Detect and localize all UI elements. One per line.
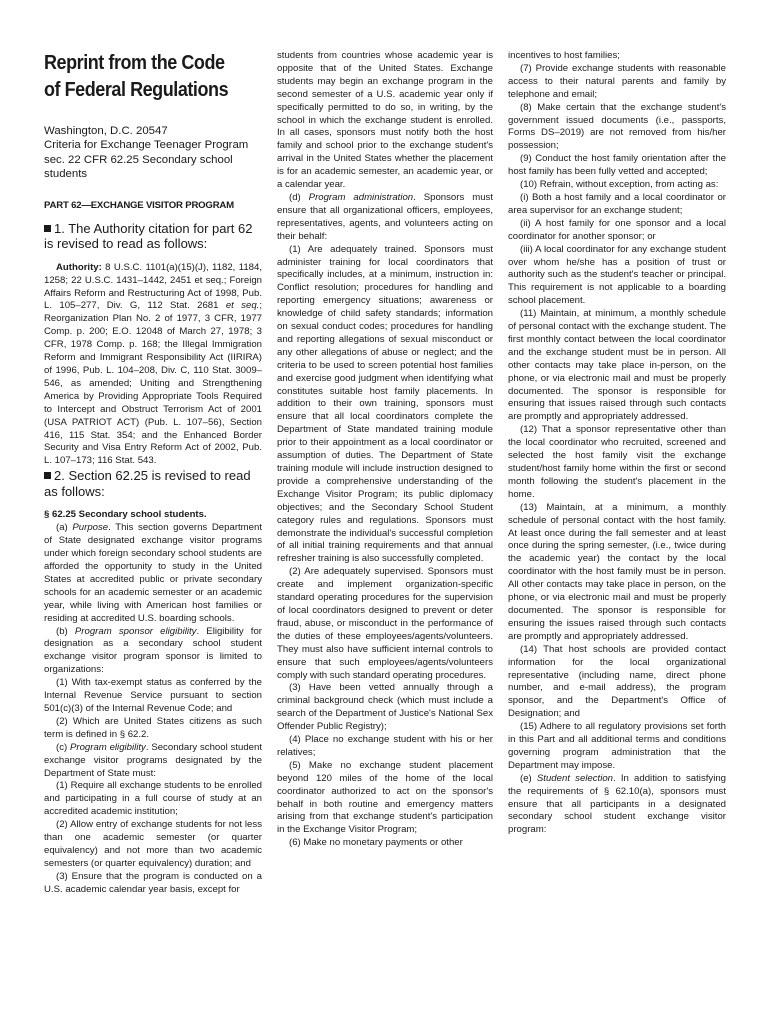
square-bullet-icon: [44, 472, 51, 479]
column-3: [508, 50, 726, 837]
paragraph-b: (b) Program sponsor eligibility. Eligibility for designation as a secondary school student exchange visitor program sponsor is limited to organizations:: [44, 625, 262, 676]
paragraph-d3: (3) Have been vetted annually through a criminal background check (which must include a search of the Department of Justice's National Sex Offender Public Registry);: [277, 682, 493, 733]
square-bullet-icon: [44, 225, 51, 232]
paragraph-c: (c) Program eligibility. Secondary school student exchange visitor programs designated by the Department of State must:: [44, 741, 263, 779]
paragraph-e: (e) Student selection. In addition to satisfying the requirements of § 62.10(a), sponsors must ensure that all participants in a designated secondary school student exchange visitor program:: [508, 772, 726, 836]
paragraph-d7: (7) Provide exchange students with reasonable access to their natural parents and family by telephone and email;: [508, 62, 726, 100]
paragraph-d14: (14) That host schools are provided contact information for the local organizational representative (including name, direct phone number, and e-mail address), the program sponsor, and the Department's Office of Designation; and: [508, 643, 726, 720]
paragraph-d9: (9) Conduct the host family orientation after the host family has been fully vetted and accepted;: [508, 153, 726, 178]
paragraph-d12: (12) That a sponsor representative other than the local coordinator who recruited, screened and selected the host family visit the exchange student/host family home within the first or second month following the student's placement in the home.: [508, 424, 726, 500]
section-ref-cont: students: [44, 168, 88, 181]
paragraph-d2: (2) Are adequately supervised. Sponsors must create and implement organization-specific standard operating procedures for the supervision of local coordinators designed to prevent or deter fraud, abuse, or misconduct in the performance of the duties of these employees/agents/volunteers. They must also have sufficient internal controls to ensure that such employees/agents/volunteers comply with such standard operating procedures.: [277, 566, 493, 681]
column-2: [277, 50, 493, 850]
paragraph-d5: (5) Make no exchange student placement beyond 120 miles of the home of the local coordinator authorized to act on the sponsor's behalf in both routine and emergency matters arising from that exchange student's participation in the Exchange Visitor Program;: [277, 759, 493, 836]
document-title: Reprint from the Code of Federal Regulations: [44, 52, 229, 101]
paragraph-a: (a) Purpose. This section governs Department of State designated exchange visitor programs under which foreign secondary school students are afforded the opportunity to study in the United States at accredited public or private secondary schools for an academic semester or an academic year, while living with American host families or residing at accredited U.S. boarding schools.: [44, 522, 263, 624]
section-title: § 62.25 Secondary school students.: [44, 509, 207, 521]
paragraph-c1: (1) Require all exchange students to be enrolled and participating in a full course of study at an accredited academic institution;: [44, 780, 262, 818]
location: Washington, D.C. 20547: [44, 125, 168, 137]
paragraph-d10iii: (iii) A local coordinator for any exchange student over whom he/she has a position of trust or authority such as the student's teacher or principal. This requirement is not applicable to a boarding school placement.: [508, 243, 726, 307]
paragraph-d: (d) Program administration. Sponsors must ensure that all organizational officers, employees, representatives, agents, and volunteers acting on their behalf:: [277, 191, 493, 242]
authority-citation: Authority: 8 U.S.C. 1101(a)(15)(J), 1182, 1184, 1258; 22 U.S.C. 1431–1442, 2451 et seq.; Foreign Affairs Reform and Restructuring Act of 1998, Pub. L. 105–277, Div. G, 112 Stat. 2681 et seq.; Reorganization Plan No. 2 of 1977, 3 CFR, 1977 Comp. p. 200; E.O. 12048 of March 27, 1978; 3 CFR, 1978 Comp. p. 168; the Illegal Immigration Reform and Immigrant Responsibility Act (IIRIRA) of 1996, Pub. L. 104–208, Div. C, 110 Stat. 3009–546, as amended; Uniting and Strengthening America by Providing Appropriate Tools Required to Intercept and Obstruct Terrorism Act of 2001 (USA PATRIOT ACT) (Pub. L. 107–56), Section 416, 115 Stat. 354; and the Enhanced Border Security and Visa Entry Reform Act of 2002, Pub. L. 107–173; 116 Stat. 543.: [44, 261, 262, 467]
paragraph-d6: (6) Make no monetary payments or other: [289, 837, 463, 849]
paragraph-d4: (4) Place no exchange student with his or her relatives;: [277, 734, 493, 758]
column-1: [44, 50, 262, 897]
paragraph-d1: (1) Are adequately trained. Sponsors must administer training for local coordinators that specifically includes, at a minimum, instruction in: Conflict resolution; procedures for handling and reporting emergency situations; awareness or knowledge of child safety standards; information on sexual conduct codes; procedures for handling and reporting allegations of sexual misconduct or any other allegations of abuse or neglect; and the criteria to be used to screen potential host families and exercise good judgment when identifying what constitutes suitable host family placements. In addition to their own training, sponsors must ensure that all local coordinators complete the Department of State mandated training module prior to their appointment as a local coordinator or assumption of duties. The Department of State training module will include instruction designed to provide a comprehensive understanding of the Exchange Visitor Program; its public diplomacy objectives; and the Secondary School Student category rules and regulations. Sponsors must demonstrate the individual's successful completion of all initial training requirements and that annual refresher training is also successfully completed.: [277, 243, 493, 565]
document-meta: [44, 124, 262, 182]
paragraph-d10: (10) Refrain, without exception, from acting as:: [520, 179, 719, 191]
paragraph-d10ii: (ii) A host family for one sponsor and a local coordinator for another sponsor; or: [508, 217, 726, 242]
amendment-1-heading: 1. The Authority citation for part 62 is revised to read as follows:: [44, 220, 253, 252]
section-ref: sec. 22 CFR 62.25 Secondary school: [44, 153, 233, 166]
amendment-2-heading: 2. Section 62.25 is revised to read as follows:: [44, 468, 251, 499]
criteria: Criteria for Exchange Teenager Program: [44, 139, 249, 152]
paragraph-c3: (3) Ensure that the program is conducted on a U.S. academic calendar year basis, except for: [44, 870, 262, 895]
paragraph-b1: (1) With tax-exempt status as conferred by the Internal Revenue Service pursuant to section 501(c)(3) of the Internal Revenue Code; and: [44, 677, 262, 714]
paragraph-d6-cont: incentives to host families;: [508, 50, 620, 61]
part-heading: PART 62—EXCHANGE VISITOR PROGRAM: [44, 199, 234, 211]
paragraph-d11: (11) Maintain, at minimum, a monthly schedule of personal contact with the exchange student. The first monthly contact between the local coordinator and the exchange student must be in person. All other contacts may take place in-person, on the phone, or via electronic mail and must be properly documented. The sponsor is responsible for ensuring that issues raised through such contacts are promptly and appropriately addressed.: [508, 308, 726, 423]
paragraph-d8: (8) Make certain that the exchange student's government issued documents (i.e., passports, Forms DS–2019) are not removed from his/her possession;: [508, 101, 726, 152]
paragraph-b2: (2) Which are United States citizens as such term is defined in § 62.2.: [44, 715, 262, 740]
paragraph-d13: (13) Maintain, at a minimum, a monthly schedule of personal contact with the host family. At least once during the fall semester and at least once during the spring semester, (i.e., twice during the academic year) the contact by the local coordinator with the host family must be in person. All other contacts may take place in person, on the phone, or via electronic mail and must be properly documented. The sponsor is responsible for ensuring the issues raised through such contacts are promptly and appropriately addressed.: [508, 501, 726, 642]
paragraph-c2: (2) Allow entry of exchange students for not less than one academic semester (or quarter equivalency) and not more than two academic semesters (or quarter equivalency) duration; and: [44, 819, 262, 869]
paragraph-d10i: (i) Both a host family and a local coordinator or area supervisor for an exchange student;: [508, 191, 726, 216]
paragraph-c3-cont: students from countries whose academic year is opposite that of the United States. Exchange students may begin an exchange program in the second semester of a U.S. academic year only if specifically permitted to do so, in writing, by the school in which the exchange student is enrolled. In all cases, sponsors must notify both the host family and school prior to the exchange student's arrival in the United States whether the placement is for an academic semester, an academic year, or a calendar year.: [277, 50, 493, 191]
paragraph-d15: (15) Adhere to all regulatory provisions set forth in this Part and all additional terms and conditions governing program administration that the Department may impose.: [508, 721, 726, 771]
